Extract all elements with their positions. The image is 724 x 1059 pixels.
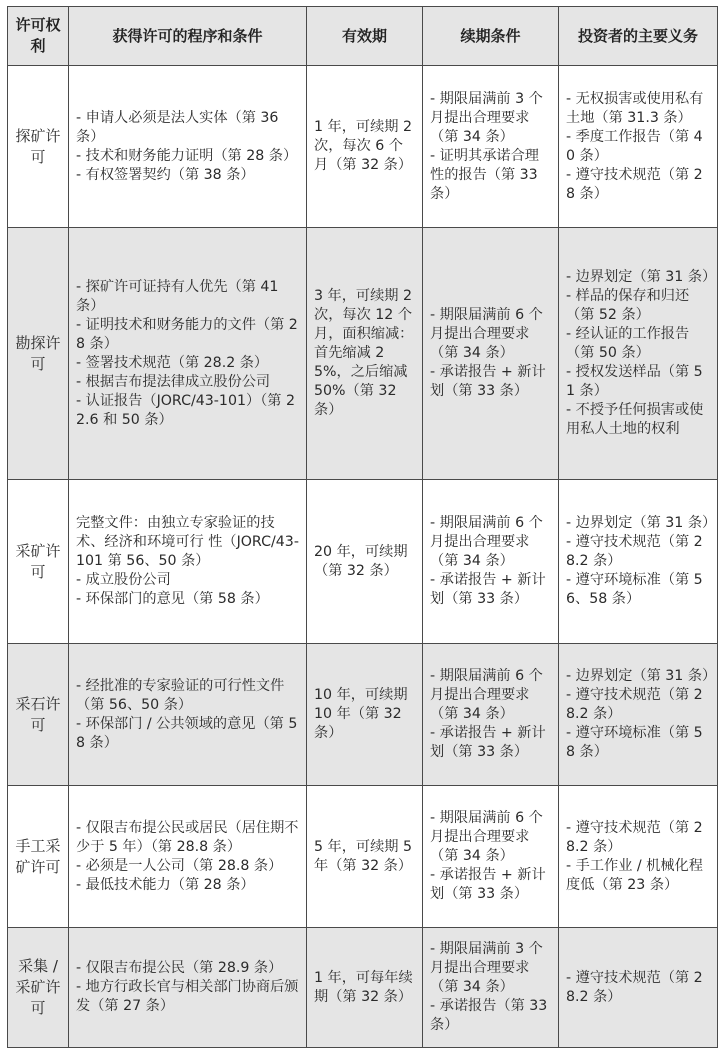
permit-kind: 采矿许可 xyxy=(8,480,69,644)
header-renewal: 续期条件 xyxy=(423,7,559,66)
renewal-item: - 期限届满前 6 个月提出合理要求（第 34 条） xyxy=(430,810,543,864)
table-row xyxy=(8,928,718,1048)
obligation-item: - 遵守技术规范（第 28.2 条） xyxy=(566,534,703,569)
procedure-item: - 证明技术和财务能力的文件（第 28 条） xyxy=(76,316,298,352)
obligation-item: - 遵守技术规范（第 28 条） xyxy=(566,166,703,202)
validity-cell: 3 年，可续期 2 次，每次 12 个月，面积缩减：首先缩减 25%，之后缩减50%（第 32 条） xyxy=(307,228,423,480)
renewal-item: - 期限届满前 3 个月提出合理要求（第 34 条） xyxy=(430,941,543,995)
obligation-item: - 边界划定（第 31 条） xyxy=(566,269,717,285)
obligation-item: - 不授予任何损害或使用私人土地的权利 xyxy=(566,402,704,437)
procedure-item: - 认证报告（JORC/43-101）（第 22.6 和 50 条） xyxy=(76,392,296,428)
header-permit-right: 许可权利 xyxy=(8,7,69,66)
table-row xyxy=(8,480,718,644)
permit-kind: 采集 / 采矿许可 xyxy=(8,928,69,1048)
procedure-item: - 仅限吉布提公民（第 28.9 条） xyxy=(76,960,283,976)
obligations-cell xyxy=(559,928,718,1048)
obligation-item: - 授权发送样品（第 51 条） xyxy=(566,364,703,399)
renewal-item: - 承诺报告 + 新计划（第 33 条） xyxy=(430,572,546,607)
renewal-cell xyxy=(423,928,559,1048)
renewal-item: - 承诺报告 + 新计划（第 33 条） xyxy=(430,867,546,902)
renewal-item: - 证明其承诺合理性的报告（第 33 条） xyxy=(430,147,539,202)
renewal-cell xyxy=(423,480,559,644)
obligation-item: - 边界划定（第 31 条） xyxy=(566,515,717,531)
obligations-cell xyxy=(559,228,718,480)
procedure-item: - 地方行政长官与相关部门协商后颁发（第 27 条） xyxy=(76,979,299,1014)
permit-table xyxy=(7,6,718,1048)
procedure-cell xyxy=(69,928,307,1048)
procedure-item: - 必须是一人公司（第 28.8 条） xyxy=(76,857,283,874)
table-row xyxy=(8,66,718,228)
renewal-cell xyxy=(423,66,559,228)
procedure-item: - 有权签署契约（第 38 条） xyxy=(76,166,255,183)
procedure-item: - 签署技术规范（第 28.2 条） xyxy=(76,354,269,371)
obligations-cell xyxy=(559,786,718,928)
renewal-item: - 承诺报告（第 33 条） xyxy=(430,998,548,1033)
table-header-row xyxy=(8,7,718,66)
table-row xyxy=(8,644,718,786)
procedure-item: - 成立股份公司 xyxy=(76,572,171,588)
renewal-item: - 期限届满前 6 个月提出合理要求（第 34 条） xyxy=(430,668,543,722)
procedure-item: - 探矿许可证持有人优先（第 41 条） xyxy=(76,278,279,314)
permit-kind: 手工采矿许可 xyxy=(8,786,69,928)
table-row xyxy=(8,786,718,928)
procedure-item: - 环保部门 / 公共领域的意见（第 58 条） xyxy=(76,715,298,751)
procedure-item: - 环保部门的意见（第 58 条） xyxy=(76,591,269,607)
permit-kind: 探矿许可 xyxy=(8,66,69,228)
procedure-item: - 仅限吉布提公民或居民（居住期不少于 5 年）（第 28.8 条） xyxy=(76,819,299,855)
procedure-cell xyxy=(69,228,307,480)
renewal-cell xyxy=(423,644,559,786)
procedure-cell xyxy=(69,66,307,228)
obligation-item: - 手工作业 / 机械化程度低（第 23 条） xyxy=(566,857,703,893)
header-obligations: 投资者的主要义务 xyxy=(559,7,718,66)
procedure-item: - 技术和财务能力证明（第 28 条） xyxy=(76,147,298,164)
renewal-item: - 期限届满前 6 个月提出合理要求（第 34 条） xyxy=(430,515,543,569)
procedure-item: - 经批准的专家验证的可行性文件（第 56、50 条） xyxy=(76,677,285,713)
obligation-item: - 无权损害或使用私有土地（第 31.3 条） xyxy=(566,90,704,126)
procedure-item: - 根据吉布提法律成立股份公司 xyxy=(76,373,271,390)
validity-cell: 5 年，可续期 5 年（第 32 条） xyxy=(307,786,423,928)
obligations-cell xyxy=(559,644,718,786)
renewal-item: - 期限届满前 3 个月提出合理要求（第 34 条） xyxy=(430,90,543,145)
renewal-item: - 承诺报告 + 新计划（第 33 条） xyxy=(430,725,546,760)
validity-cell: 1 年，可每年续期（第 32 条） xyxy=(307,928,423,1048)
validity-cell: 20 年，可续期（第 32 条） xyxy=(307,480,423,644)
validity-cell: 1 年，可续期 2 次，每次 6 个月（第 32 条） xyxy=(307,66,423,228)
permit-kind: 采石许可 xyxy=(8,644,69,786)
obligations-cell xyxy=(559,480,718,644)
obligation-item: - 遵守技术规范（第 28.2 条） xyxy=(566,819,703,855)
obligation-item: - 遵守技术规范（第 28.2 条） xyxy=(566,687,703,722)
procedure-cell xyxy=(69,644,307,786)
procedure-item: 完整文件：由独立专家验证的技术、经济和环境可行 性（JORC/43-101 第 56、50 条） xyxy=(76,515,299,569)
obligation-item: - 遵守环境标准（第 58 条） xyxy=(566,725,703,760)
obligation-item: - 遵守技术规范（第 28.2 条） xyxy=(566,969,703,1005)
header-validity: 有效期 xyxy=(307,7,423,66)
obligation-item: - 遵守环境标准（第 56、58 条） xyxy=(566,572,703,607)
obligation-item: - 季度工作报告（第 40 条） xyxy=(566,128,703,164)
obligation-item: - 边界划定（第 31 条） xyxy=(566,668,717,684)
procedure-item: - 申请人必须是法人实体（第 36 条） xyxy=(76,109,279,145)
renewal-cell xyxy=(423,786,559,928)
obligation-item: - 经认证的工作报告（第 50 条） xyxy=(566,326,690,361)
procedure-item: - 最低技术能力（第 28 条） xyxy=(76,876,255,893)
procedure-cell xyxy=(69,786,307,928)
renewal-item: - 承诺报告 + 新计划（第 33 条） xyxy=(430,364,546,399)
renewal-item: - 期限届满前 6 个月提出合理要求（第 34 条） xyxy=(430,307,543,361)
procedure-cell xyxy=(69,480,307,644)
header-procedure: 获得许可的程序和条件 xyxy=(69,7,307,66)
obligation-item: - 样品的保存和归还（第 52 条） xyxy=(566,288,690,323)
permit-kind: 勘探许可 xyxy=(8,228,69,480)
table-row xyxy=(8,228,718,480)
validity-cell: 10 年，可续期 10 年（第 32 条） xyxy=(307,644,423,786)
obligations-cell xyxy=(559,66,718,228)
renewal-cell xyxy=(423,228,559,480)
